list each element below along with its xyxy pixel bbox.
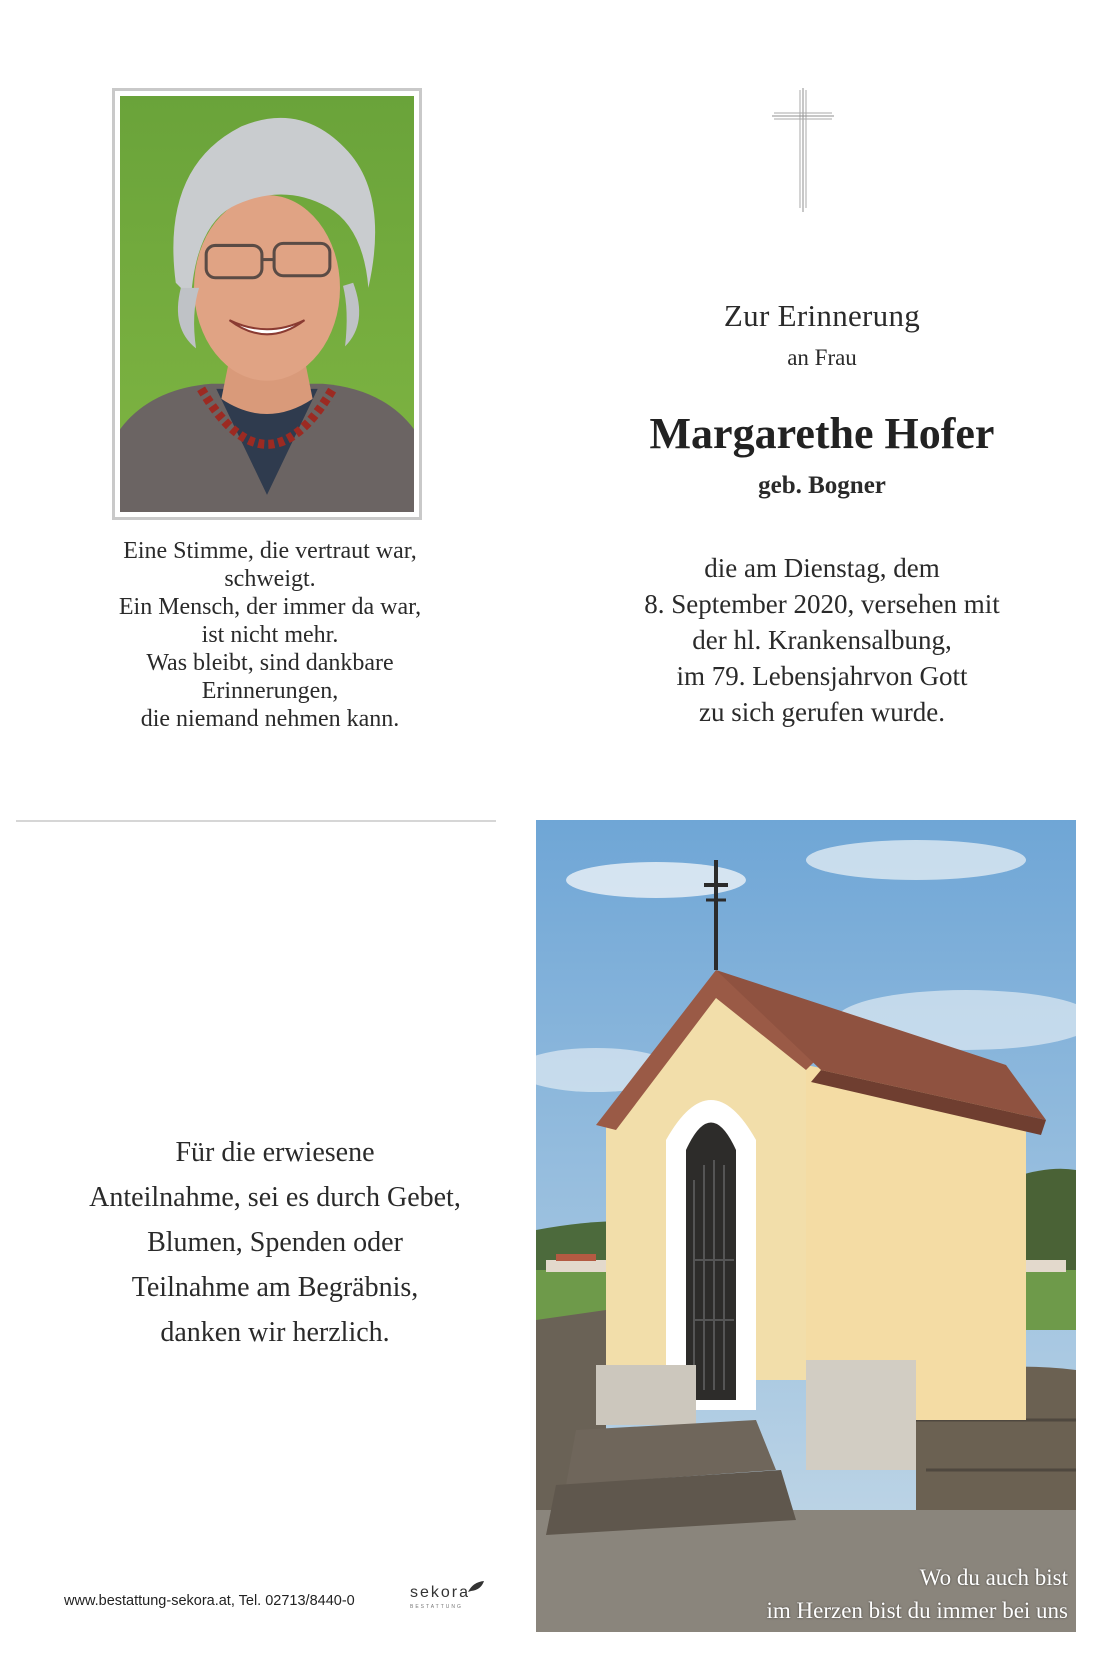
poem-line: die niemand nehmen kann.	[140, 706, 400, 732]
chapel-photo	[536, 820, 1076, 1632]
thanks-line: Teilnahme am Begräbnis,	[131, 1272, 419, 1303]
maiden-name: geb. Bogner	[758, 472, 886, 499]
death-line: zu sich gerufen wurde.	[699, 697, 945, 727]
death-line: im 79. Lebensjahrvon Gott	[676, 661, 968, 691]
poem-line: schweigt.	[224, 566, 316, 592]
poem-line: Ein Mensch, der immer da war,	[118, 594, 422, 620]
quote-line-1: Wo du auch bist	[919, 1565, 1068, 1590]
portrait-photo	[112, 88, 422, 520]
memorial-poem	[40, 537, 500, 733]
brand-logo: sekora	[410, 1584, 471, 1601]
death-line: die am Dienstag, dem	[704, 553, 940, 583]
quote-line-2: im Herzen bist du immer bei uns	[766, 1598, 1068, 1623]
poem-line: ist nicht mehr.	[201, 622, 339, 648]
poem-line: Eine Stimme, die vertraut war,	[123, 538, 417, 564]
leaf-icon	[467, 1580, 485, 1594]
chapel-image	[536, 820, 1076, 1632]
death-line: 8. September 2020, versehen mit	[644, 589, 1000, 619]
poem-line: Was bleibt, sind dankbare	[146, 650, 394, 676]
thanks-line: Anteilnahme, sei es durch Gebet,	[89, 1182, 461, 1213]
footer-contact: www.bestattung-sekora.at, Tel. 02713/8440-0	[64, 1593, 355, 1609]
thanks-panel	[0, 820, 548, 1656]
memorial-heading: Zur Erinnerung	[723, 298, 921, 333]
thanks-text	[40, 1130, 510, 1355]
portrait-panel	[0, 0, 548, 820]
poem-line: Erinnerungen,	[201, 678, 339, 704]
brand-subtitle: BESTATTUNG	[410, 1604, 463, 1610]
deceased-name: Margarethe Hofer	[649, 409, 995, 458]
announcement-panel	[548, 0, 1096, 820]
salutation: an Frau	[787, 345, 857, 370]
thanks-line: danken wir herzlich.	[160, 1317, 390, 1348]
thanks-line: Für die erwiesene	[175, 1137, 375, 1168]
thanks-line: Blumen, Spenden oder	[147, 1227, 403, 1258]
death-notice	[548, 550, 1096, 730]
divider	[16, 820, 496, 822]
cross-icon	[770, 86, 836, 214]
death-line: der hl. Krankensalbung,	[692, 625, 952, 655]
